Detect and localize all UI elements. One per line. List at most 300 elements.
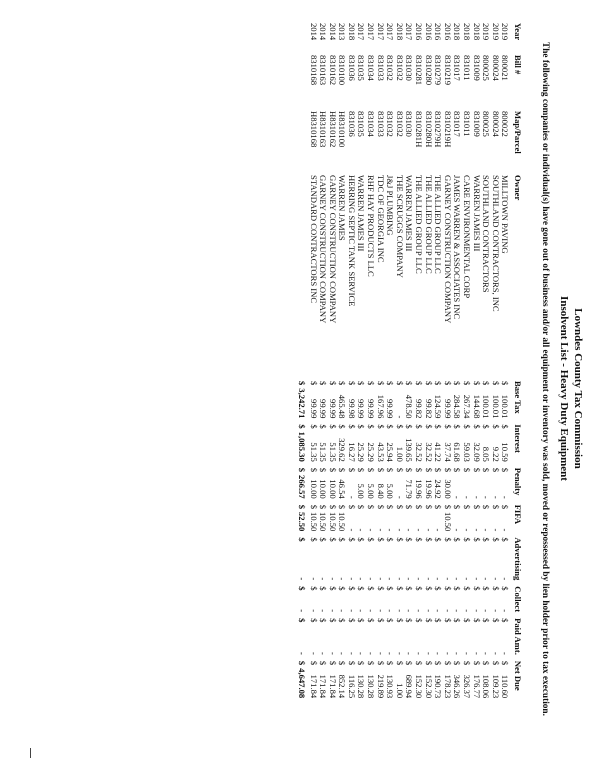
cell-adv: - (337, 577, 348, 581)
cell-fifa: - (404, 528, 415, 532)
cell-collect: - (327, 609, 338, 613)
cell-penalty: - (500, 495, 511, 499)
cell-base: 99.99 (356, 399, 367, 419)
cell-map-parcel: 800022 (500, 111, 511, 137)
cell-currency-sign: $ (404, 660, 415, 666)
cell-bill: 8310280 (423, 55, 434, 86)
cell-currency-sign: $ (423, 660, 434, 666)
cell-map-parcel: 831033 (375, 111, 386, 137)
cell-adv: - (308, 577, 319, 581)
table-row (461, 20, 471, 701)
cell-currency-sign: $ (452, 586, 463, 591)
cell-net: 346.26 (452, 674, 463, 699)
cell-bill: 8310163 (318, 55, 329, 86)
cell-currency-sign: $ (327, 618, 338, 623)
cell-interest: 51.35 (308, 442, 319, 462)
cell-paid: - (356, 651, 367, 655)
cell-currency-sign: $ (327, 467, 338, 473)
cell-currency-sign: $ (423, 537, 434, 542)
cell-currency-sign: $ (318, 504, 329, 509)
cell-map-parcel: 831017 (452, 111, 463, 137)
cell-currency-sign: $ (404, 618, 415, 623)
cell-currency-sign: $ (385, 424, 396, 429)
cell-year: 2018 (452, 23, 463, 41)
cell-penalty: - (452, 495, 463, 499)
cell-interest: 25.94 (385, 442, 396, 462)
cell-net: 689.94 (404, 674, 415, 699)
cell-map-parcel: 831030 (404, 111, 415, 137)
cell-currency-sign: $ (481, 618, 492, 623)
cell-year: 2017 (356, 23, 367, 41)
cell-adv: - (462, 577, 473, 581)
totals-spacer (296, 172, 308, 378)
cell-currency-sign: $ (337, 586, 348, 591)
cell-currency-sign: $ (308, 424, 319, 429)
cell-currency-sign: $ (490, 537, 501, 542)
cell-currency-sign: $ (452, 424, 463, 429)
cell-bill: 831033 (375, 55, 386, 81)
table-row (442, 20, 452, 701)
cell-map-parcel: 831036 (346, 111, 357, 137)
cell-penalty: 5.00 (385, 483, 396, 499)
total-currency-sign: $ (296, 660, 307, 666)
cell-adv: - (375, 577, 386, 581)
cell-base: 99.99 (327, 399, 338, 419)
total-currency-sign: $ (296, 504, 307, 509)
cell-bill: 8310100 (337, 55, 348, 86)
cell-currency-sign: $ (394, 424, 405, 429)
cell-net: 171.84 (308, 674, 319, 699)
cell-currency-sign: $ (490, 618, 501, 623)
cell-collect: - (423, 609, 434, 613)
cell-currency-sign: $ (433, 381, 444, 386)
cell-currency-sign: $ (337, 660, 348, 666)
total-fifa: 52.50 (296, 511, 307, 532)
table-body (296, 20, 509, 701)
cell-net: 116.25 (346, 674, 357, 699)
cell-interest: 25.29 (356, 442, 367, 462)
table-row (500, 20, 510, 701)
cell-currency-sign: $ (442, 660, 453, 666)
col-header-penalty: Penalty (513, 467, 523, 496)
cell-map-parcel: 831032 (385, 111, 396, 137)
table-row (423, 20, 433, 701)
cell-interest: 51.35 (318, 442, 329, 462)
cell-penalty: 46.54 (337, 479, 348, 499)
cell-currency-sign: $ (356, 660, 367, 666)
cell-base: 465.48 (337, 394, 348, 419)
cell-interest: 32.52 (414, 442, 425, 462)
cell-paid: - (337, 651, 348, 655)
cell-currency-sign: $ (490, 586, 501, 591)
cell-base: 100.01 (500, 394, 511, 419)
cell-currency-sign: $ (356, 424, 367, 429)
cell-currency-sign: $ (404, 381, 415, 386)
cell-bill: 831009 (471, 55, 482, 81)
cell-fifa: 10.50 (318, 511, 329, 532)
cell-currency-sign: $ (433, 660, 444, 666)
cell-currency-sign: $ (500, 660, 511, 666)
cell-adv: - (471, 577, 482, 581)
col-header-net-due: Net Due (513, 660, 523, 691)
cell-map-parcel: H8310168 (308, 111, 319, 148)
cell-bill: 8310219 (442, 55, 453, 86)
cell-currency-sign: $ (414, 504, 425, 509)
table-row (375, 20, 385, 701)
cell-currency-sign: $ (375, 467, 386, 473)
cell-currency-sign: $ (452, 504, 463, 509)
cell-fifa: - (356, 528, 367, 532)
cell-currency-sign: $ (308, 618, 319, 623)
cell-currency-sign: $ (433, 537, 444, 542)
cell-year: 2017 (404, 23, 415, 41)
col-header-base-tax: Base Tax (513, 381, 523, 414)
total-base: 3,242.71 (296, 388, 307, 419)
cell-interest: 16.27 (346, 442, 357, 462)
cell-base: 99.99 (366, 399, 377, 419)
col-header-map-parcel: Map/Parcel (513, 111, 523, 154)
cell-currency-sign: $ (452, 618, 463, 623)
cell-currency-sign: $ (385, 381, 396, 386)
cell-currency-sign: $ (337, 381, 348, 386)
document-title: Lowndes County Tax Commission (572, 308, 584, 469)
cell-currency-sign: $ (481, 424, 492, 429)
cell-currency-sign: $ (500, 618, 511, 623)
cell-currency-sign: $ (366, 467, 377, 473)
cell-currency-sign: $ (366, 424, 377, 429)
cell-year: 2016 (442, 23, 453, 41)
cell-currency-sign: $ (308, 504, 319, 509)
cell-map-parcel: H8310163 (318, 111, 329, 148)
cell-currency-sign: $ (346, 586, 357, 591)
cell-currency-sign: $ (375, 660, 386, 666)
cell-bill: 8310162 (327, 55, 338, 86)
cell-net: 152.30 (423, 674, 434, 699)
cell-currency-sign: $ (423, 618, 434, 623)
cell-penalty: - (490, 495, 501, 499)
total-paid: - (296, 651, 307, 655)
cell-net: 852.14 (337, 674, 348, 699)
table-row (404, 20, 414, 701)
cell-adv: - (433, 577, 444, 581)
cell-currency-sign: $ (462, 504, 473, 509)
cell-interest: 32.09 (471, 442, 482, 462)
cell-year: 2013 (337, 23, 348, 41)
cell-currency-sign: $ (318, 618, 329, 623)
cell-owner: THE ALLIED GROUP LLC (433, 175, 444, 274)
cell-fifa: - (452, 528, 463, 532)
cell-paid: - (423, 651, 434, 655)
cell-collect: - (481, 609, 492, 613)
cell-owner: RHF HAY PRODUCTS LLC (366, 175, 377, 277)
cell-fifa: - (500, 528, 511, 532)
cell-currency-sign: $ (481, 660, 492, 666)
cell-currency-sign: $ (442, 424, 453, 429)
table-row (490, 20, 500, 701)
cell-paid: - (452, 651, 463, 655)
cell-currency-sign: $ (318, 424, 329, 429)
cell-currency-sign: $ (394, 467, 405, 473)
cell-currency-sign: $ (385, 537, 396, 542)
cell-currency-sign: $ (318, 381, 329, 386)
cell-currency-sign: $ (327, 660, 338, 666)
total-adv: - (296, 577, 307, 581)
cell-adv: - (452, 577, 463, 581)
cell-bill: 831030 (404, 55, 415, 81)
cell-currency-sign: $ (414, 618, 425, 623)
cell-currency-sign: $ (414, 381, 425, 386)
document-subtitle: Insolvent List - Heavy Duty Equipment (558, 296, 570, 481)
table-header-row (509, 20, 522, 701)
cell-year: 2016 (414, 23, 425, 41)
cell-interest: 51.35 (327, 442, 338, 462)
cell-year: 2018 (346, 23, 357, 41)
cell-penalty: 71.79 (404, 479, 415, 499)
cell-year: 2018 (471, 23, 482, 41)
cell-owner: CARE ENVIRONMENTAL CORP (462, 175, 473, 299)
cell-interest: 61.68 (452, 442, 463, 462)
col-header-paid-amt: Paid Amt. (513, 618, 523, 655)
cell-currency-sign: $ (375, 504, 386, 509)
cell-currency-sign: $ (500, 381, 511, 386)
cell-net: 1.00 (394, 683, 405, 699)
cell-fifa: 10.50 (308, 511, 319, 532)
cell-currency-sign: $ (308, 467, 319, 473)
cell-base: 144.68 (471, 394, 482, 419)
col-header-collect: Collect (513, 586, 523, 613)
cell-owner: GARNEY CONSTRUCTION COMPANY (327, 175, 338, 324)
col-header-advertising: Advertising (513, 537, 523, 581)
cell-currency-sign: $ (327, 381, 338, 386)
cell-net: 110.60 (500, 674, 511, 699)
cell-paid: - (462, 651, 473, 655)
cell-bill: 831032 (394, 55, 405, 81)
totals-spacer (296, 108, 308, 172)
cell-currency-sign: $ (346, 467, 357, 473)
cell-bill: 800021 (500, 55, 511, 81)
cell-currency-sign: $ (433, 504, 444, 509)
cell-fifa: 10.50 (327, 511, 338, 532)
cell-map-parcel: 831035 (356, 111, 367, 137)
table-row (308, 20, 318, 701)
cell-collect: - (490, 609, 501, 613)
cell-currency-sign: $ (442, 504, 453, 509)
cell-paid: - (490, 651, 501, 655)
cell-year: 2018 (394, 23, 405, 41)
cell-base: 99.99 (442, 399, 453, 419)
cell-currency-sign: $ (375, 537, 386, 542)
cell-collect: - (346, 609, 357, 613)
cell-currency-sign: $ (327, 504, 338, 509)
cell-currency-sign: $ (490, 660, 501, 666)
cell-currency-sign: $ (471, 660, 482, 666)
cell-adv: - (318, 577, 329, 581)
insolvent-table (296, 20, 522, 701)
cell-currency-sign: $ (414, 537, 425, 542)
cell-adv: - (442, 577, 453, 581)
cell-currency-sign: $ (394, 381, 405, 386)
cell-currency-sign: $ (500, 537, 511, 542)
cell-currency-sign: $ (414, 586, 425, 591)
cell-map-parcel: 8310280H (423, 111, 434, 148)
cell-adv: - (327, 577, 338, 581)
cell-owner: JAMES WARREN & ASSOCIATES INC (452, 175, 463, 320)
cell-currency-sign: $ (462, 424, 473, 429)
cell-currency-sign: $ (433, 618, 444, 623)
cell-interest: 139.65 (404, 438, 415, 462)
total-currency-sign: $ (296, 586, 307, 591)
cell-currency-sign: $ (452, 660, 463, 666)
col-header-bill: Bill # (513, 55, 523, 75)
page-mark (30, 748, 31, 758)
cell-adv: - (490, 577, 501, 581)
cell-currency-sign: $ (481, 586, 492, 591)
cell-currency-sign: $ (337, 467, 348, 473)
cell-collect: - (356, 609, 367, 613)
cell-currency-sign: $ (471, 467, 482, 473)
cell-year: 2017 (366, 23, 377, 41)
cell-currency-sign: $ (356, 381, 367, 386)
cell-paid: - (500, 651, 511, 655)
table-row (452, 20, 462, 701)
cell-net: 108.06 (481, 674, 492, 699)
cell-owner: J&J PLUMBING (385, 175, 396, 236)
cell-currency-sign: $ (471, 504, 482, 509)
cell-collect: - (394, 609, 405, 613)
cell-net: 130.93 (385, 674, 396, 699)
cell-bill: 8310281 (414, 55, 425, 86)
cell-adv: - (346, 577, 357, 581)
cell-currency-sign: $ (481, 381, 492, 386)
cell-owner: THE SCRUGGS COMPANY (394, 175, 405, 278)
table-row (327, 20, 337, 701)
cell-currency-sign: $ (375, 618, 386, 623)
cell-fifa: - (433, 528, 444, 532)
cell-owner: THE ALLIED GROUP LLC (414, 175, 425, 274)
cell-currency-sign: $ (327, 537, 338, 542)
cell-interest: 1.00 (394, 446, 405, 462)
cell-paid: - (471, 651, 482, 655)
cell-net: 152.30 (414, 674, 425, 699)
cell-currency-sign: $ (404, 424, 415, 429)
cell-fifa: - (414, 528, 425, 532)
cell-base: 267.34 (462, 394, 473, 419)
cell-penalty: 10.00 (308, 479, 319, 499)
total-collect: - (296, 609, 307, 613)
cell-base: - (394, 415, 405, 419)
cell-fifa: - (366, 528, 377, 532)
cell-interest: 32.52 (423, 442, 434, 462)
cell-currency-sign: $ (442, 586, 453, 591)
cell-currency-sign: $ (404, 586, 415, 591)
cell-currency-sign: $ (308, 381, 319, 386)
cell-paid: - (308, 651, 319, 655)
cell-interest: 25.29 (366, 442, 377, 462)
total-interest: 1,085.30 (296, 431, 307, 462)
cell-currency-sign: $ (462, 618, 473, 623)
cell-fifa: - (423, 528, 434, 532)
cell-map-parcel: H8310100 (337, 111, 348, 148)
cell-currency-sign: $ (375, 381, 386, 386)
total-currency-sign: $ (296, 618, 307, 623)
cell-fifa: - (471, 528, 482, 532)
cell-currency-sign: $ (452, 381, 463, 386)
cell-adv: - (414, 577, 425, 581)
cell-adv: - (385, 577, 396, 581)
cell-currency-sign: $ (471, 586, 482, 591)
cell-owner: SOUTHLAND CONTRACTORS, INC (490, 175, 501, 312)
cell-paid: - (404, 651, 415, 655)
cell-fifa: 10.50 (442, 511, 453, 532)
cell-base: 99.82 (423, 399, 434, 419)
cell-currency-sign: $ (366, 618, 377, 623)
cell-currency-sign: $ (442, 381, 453, 386)
cell-year: 2019 (481, 23, 492, 41)
cell-adv: - (423, 577, 434, 581)
cell-net: 326.37 (462, 674, 473, 699)
cell-currency-sign: $ (404, 504, 415, 509)
table-row (337, 20, 347, 701)
cell-currency-sign: $ (394, 504, 405, 509)
cell-bill: 800024 (490, 55, 501, 81)
cell-adv: - (394, 577, 405, 581)
table-row (366, 20, 376, 701)
cell-currency-sign: $ (414, 424, 425, 429)
cell-currency-sign: $ (356, 537, 367, 542)
cell-currency-sign: $ (404, 537, 415, 542)
cell-collect: - (414, 609, 425, 613)
cell-interest: 10.59 (500, 442, 511, 462)
cell-currency-sign: $ (366, 504, 377, 509)
cell-net: 190.73 (433, 674, 444, 699)
cell-paid: - (385, 651, 396, 655)
cell-penalty: 24.92 (433, 479, 444, 499)
cell-collect: - (433, 609, 444, 613)
cell-currency-sign: $ (385, 586, 396, 591)
table-row (385, 20, 395, 701)
cell-fifa: - (490, 528, 501, 532)
cell-currency-sign: $ (394, 660, 405, 666)
cell-fifa: - (385, 528, 396, 532)
cell-penalty: 8.40 (375, 483, 386, 499)
cell-interest: 59.03 (462, 442, 473, 462)
cell-currency-sign: $ (385, 467, 396, 473)
cell-currency-sign: $ (318, 586, 329, 591)
cell-penalty: - (394, 495, 405, 499)
cell-currency-sign: $ (404, 467, 415, 473)
table-row (318, 20, 328, 701)
cell-collect: - (318, 609, 329, 613)
cell-year: 2016 (423, 23, 434, 41)
cell-base: 99.99 (308, 399, 319, 419)
total-currency-sign: $ (296, 424, 307, 429)
cell-owner: MILLTOWN PAVING (500, 175, 511, 254)
table-row (471, 20, 481, 701)
cell-interest: 329.62 (337, 438, 348, 462)
cell-adv: - (356, 577, 367, 581)
cell-currency-sign: $ (337, 424, 348, 429)
cell-penalty: - (481, 495, 492, 499)
cell-map-parcel: 800024 (490, 111, 501, 137)
cell-currency-sign: $ (462, 381, 473, 386)
cell-currency-sign: $ (462, 467, 473, 473)
cell-net: 130.28 (366, 674, 377, 699)
cell-currency-sign: $ (385, 660, 396, 666)
cell-base: 167.96 (375, 394, 386, 419)
cell-interest: 37.74 (442, 442, 453, 462)
cell-year: 2016 (433, 23, 444, 41)
cell-currency-sign: $ (423, 424, 434, 429)
